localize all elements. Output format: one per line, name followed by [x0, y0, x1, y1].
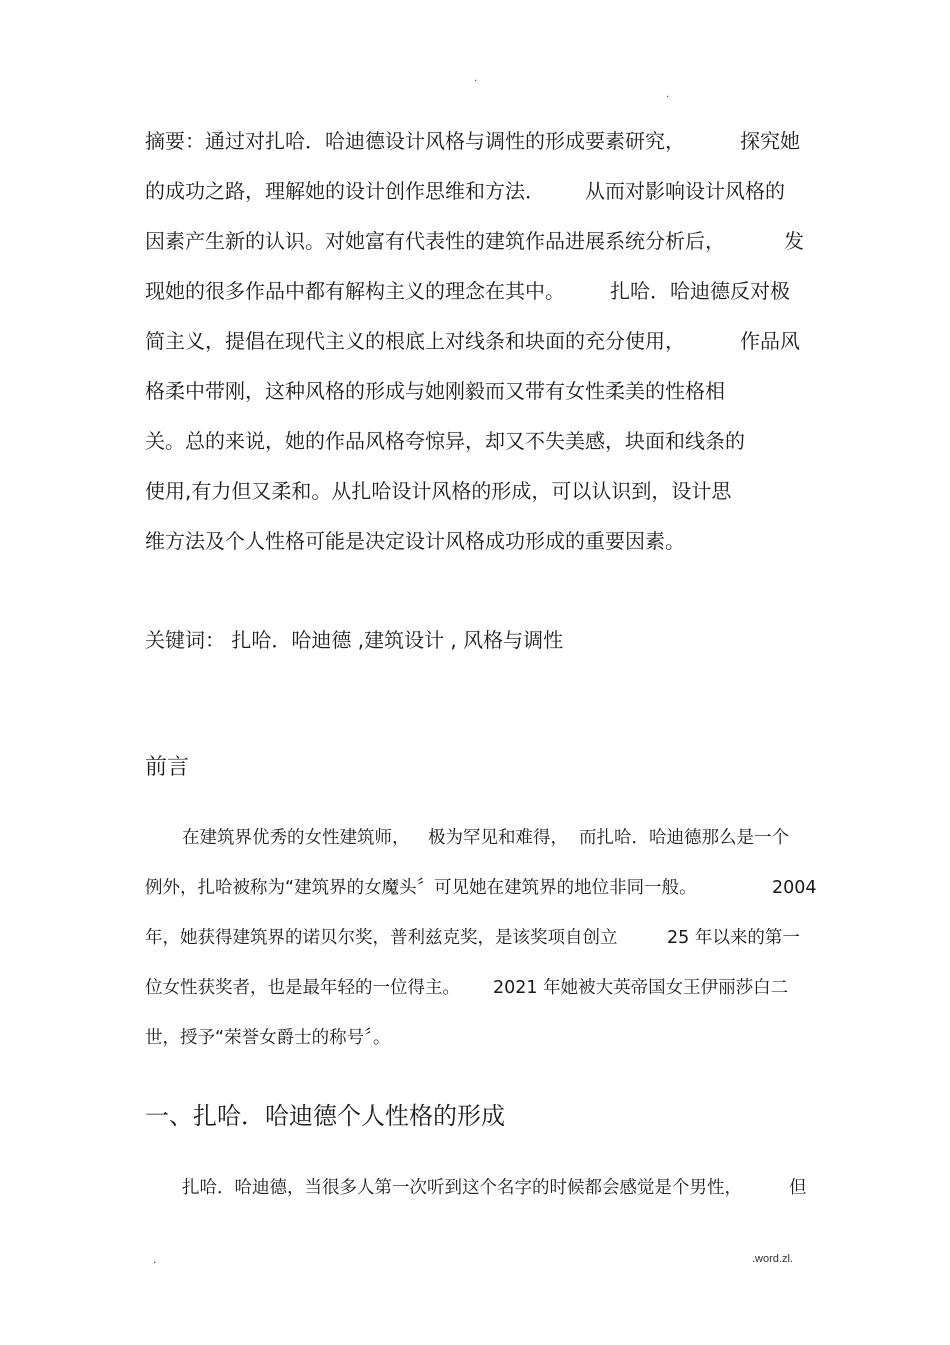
abstract-line-text: 关。总的来说，她的作品风格夸惊异，却又不失美感，块面和线条的: [145, 429, 745, 453]
abstract-line-text: 的成功之路，理解她的设计创作思维和方法．: [145, 179, 545, 203]
preface-line-text: 在建筑界优秀的女性建筑师，: [182, 828, 410, 848]
abstract-line-text: 简主义，提倡在现代主义的根底上对线条和块面的充分使用，: [145, 329, 685, 353]
abstract-line-text: 探究她: [740, 129, 800, 153]
preface-line-text: 而扎哈．哈迪德那么是一个: [579, 828, 789, 848]
abstract-line-text: 格柔中带刚，这种风格的形成与她刚毅而又带有女性柔美的性格相: [145, 379, 725, 403]
abstract-line: [145, 431, 745, 451]
preface-line-text: 2004: [772, 878, 817, 898]
header-mark-right: .: [666, 89, 670, 100]
abstract-line-text: 使用,有力但又柔和。从扎哈设计风格的形成，可以认识到，设计思: [145, 479, 732, 503]
preface-line-text: 年，她获得建筑界的诺贝尔奖，普利兹克奖，是该奖项自创立: [145, 928, 618, 948]
preface-line-text: 位女性获奖者，也是最年轻的一位得主。: [145, 978, 460, 998]
preface-line-text: 25 年以来的第一: [667, 928, 800, 948]
preface-line: [145, 928, 800, 948]
preface-line-text: 2021 年她被大英帝国女王伊丽莎白二: [493, 978, 789, 998]
section-line-text: 但: [789, 1178, 807, 1198]
footer-watermark: .word.zl.: [752, 1253, 793, 1265]
abstract-line-text: 现她的很多作品中都有解构主义的理念在其中。: [145, 279, 565, 303]
abstract-line: [145, 531, 685, 551]
section-heading: 一、扎哈．哈迪德个人性格的形成: [145, 1102, 505, 1130]
preface-line-text: 极为罕见和难得，: [428, 828, 568, 848]
preface-line: [182, 828, 789, 848]
preface-line: [145, 1030, 390, 1048]
section-line-text: 扎哈．哈迪德，当很多人第一次听到这个名字的时候都会感觉是个男性，: [182, 1178, 742, 1198]
abstract-line: [145, 229, 804, 253]
abstract-line-text: 发: [784, 229, 804, 253]
abstract-line: [145, 129, 800, 153]
abstract-line-text: 从而对影响设计风格的: [585, 179, 785, 203]
abstract-line: [145, 329, 800, 353]
abstract-line: [145, 481, 731, 501]
abstract-line-text: 摘要：通过对扎哈．哈迪德设计风格与调性的形成要素研究，: [145, 129, 685, 153]
header-mark-left: .: [474, 73, 478, 84]
footer-mark: .: [153, 1253, 157, 1266]
abstract-line: [145, 279, 790, 303]
abstract-line-text: 作品风: [740, 329, 800, 353]
keywords: 关键词： 扎哈．哈迪德 ,建筑设计 , 风格与调性: [145, 628, 564, 652]
preface-line: [145, 978, 789, 998]
abstract-line: [145, 179, 785, 203]
preface-heading: 前言: [145, 755, 190, 780]
preface-line: [145, 878, 817, 898]
abstract-line: [145, 381, 725, 401]
section-body-line: [182, 1178, 807, 1198]
abstract-line-text: 扎哈．哈迪德反对极: [610, 279, 790, 303]
preface-line-text: 例外，扎哈被称为“建筑界的女魔头〞可见她在建筑界的地位非同一般。: [145, 878, 697, 898]
abstract-line-text: 维方法及个人性格可能是决定设计风格成功形成的重要因素。: [145, 529, 685, 553]
abstract-line-text: 因素产生新的认识。对她富有代表性的建筑作品进展系统分析后，: [145, 229, 725, 253]
preface-line-text: 世，授予“荣誉女爵士的称号〞。: [145, 1028, 391, 1048]
